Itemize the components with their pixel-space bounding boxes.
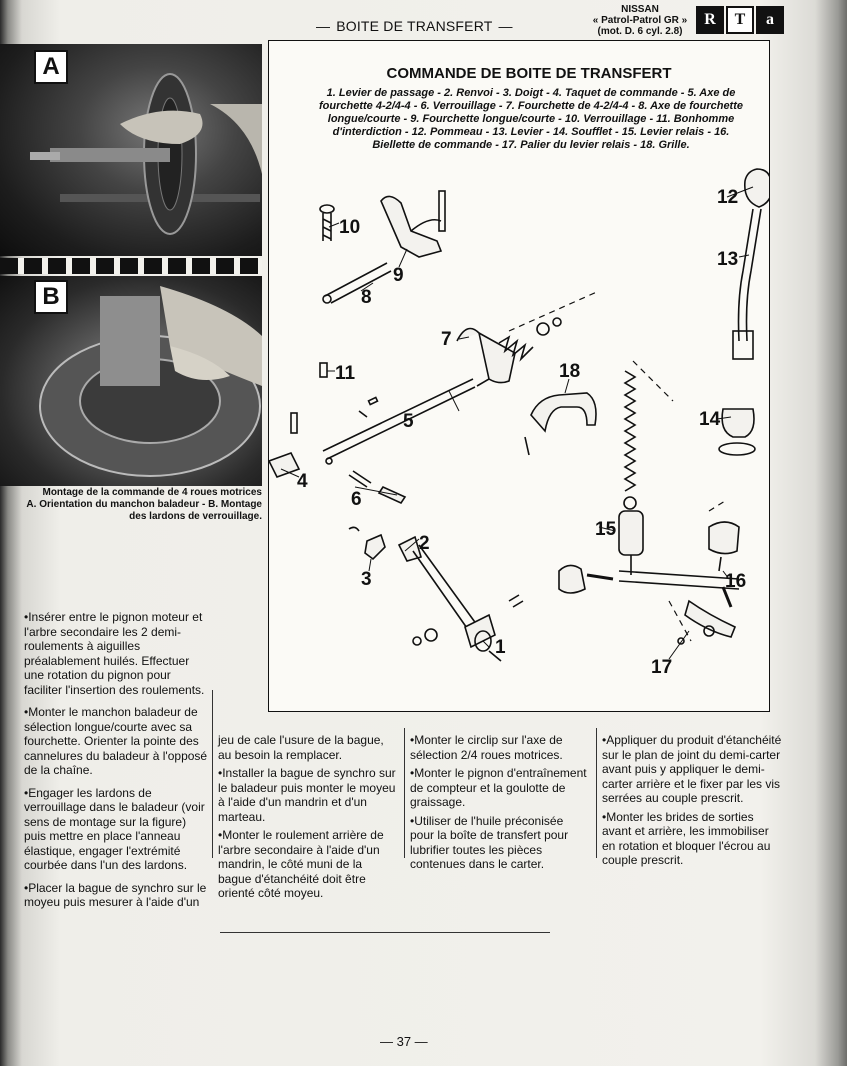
part-12-knob (745, 169, 769, 207)
column-rule (212, 690, 213, 858)
photo-label-a: A (34, 50, 68, 84)
left-paragraph-2-text: • Monter le manchon baladeur de sélection longue/courte avec sa fourchette. Orienter la pointe des cannelures du baladeur à l'opposé de la chaîne. (24, 705, 207, 777)
col4-paragraph-2-text: • Monter les brides de sorties avant et arrière, les immobiliser en rotation et bloquer l'écrou au couple prescrit. (602, 810, 770, 868)
part-11-plunger (320, 363, 327, 377)
left-paragraph-4 (24, 881, 210, 910)
part-9-fork (381, 191, 445, 257)
col2-paragraph-2-text: • Installer la bague de synchro sur le baladeur puis monter le moyeu à l'aide d'un mandrin et d'un marteau. (218, 766, 396, 824)
part-14-boot (719, 409, 755, 455)
rta-logo (696, 6, 784, 34)
logo-letter-r: R (696, 6, 724, 34)
callout-13: 13 (717, 249, 739, 270)
part-13-lever (733, 209, 761, 359)
left-paragraph-3-text: • Engager les lardons de verrouillage dans le baladeur (voir sens de montage sur la figure) puis mettre en place l'anneau élastique, engager l'extrémité courbée dans l'un des lardons. (24, 786, 205, 873)
left-paragraph-1-text: • Insérer entre le pignon moteur et l'arbre secondaire les 2 demi-roulements à aiguilles préalablement huilés. Effectuer une rotation du pignon pour faciliter l'insertion des roulements. (24, 610, 204, 697)
callout-16: 16 (725, 571, 747, 592)
diagram-title: COMMANDE DE BOITE DE TRANSFERT (386, 65, 672, 82)
exploded-view-diagram (269, 41, 769, 711)
diagram-box (268, 40, 770, 712)
callout-6: 6 (351, 489, 362, 510)
col3-paragraph-1-text: • Monter le circlip sur l'axe de sélection 2/4 roues motrices. (410, 733, 563, 762)
logo-letter-a: a (756, 6, 784, 34)
callout-9: 9 (393, 265, 404, 286)
callout-leaders (281, 187, 753, 659)
col3-paragraph-2-text: • Monter le pignon d'entraînement de compteur et la goulotte de graissage. (410, 766, 587, 809)
left-paragraph-1 (24, 610, 210, 697)
column-rule (404, 728, 405, 858)
logo-letter-t: T (726, 6, 754, 34)
part-7-fork (457, 318, 561, 386)
callout-1: 1 (495, 637, 506, 658)
left-paragraph-2 (24, 705, 210, 778)
col3-paragraph-1 (410, 733, 588, 762)
page-number: — 37 — (380, 1034, 428, 1049)
part-10-lock (320, 205, 334, 241)
callout-14: 14 (699, 409, 721, 430)
spring-column (624, 371, 636, 509)
photo-caption-line2: A. Orientation du manchon baladeur - B. Montage (26, 499, 262, 510)
bottom-rule (220, 932, 550, 933)
callout-17: 17 (651, 657, 673, 678)
callout-8: 8 (361, 287, 372, 308)
brand-line3: (mot. D. 6 cyl. 2.8) (597, 26, 683, 37)
dashed-guides (509, 291, 725, 641)
callout-3: 3 (361, 569, 372, 590)
photo-caption-line3: des lardons de verrouillage. (129, 511, 262, 522)
part-16-link (709, 522, 739, 607)
col2-paragraph-2 (218, 766, 396, 824)
brand-line2: « Patrol-Patrol GR » (592, 15, 688, 26)
text-column-3 (410, 733, 588, 876)
part-15-relay-lever (559, 511, 739, 593)
part-18-gate (525, 393, 596, 455)
col4-paragraph-1 (602, 733, 782, 806)
part-6-lock (326, 458, 405, 503)
callout-5: 5 (403, 411, 414, 432)
col2-paragraph-3 (218, 828, 396, 901)
brand-line1: NISSAN (621, 4, 659, 15)
left-paragraph-3 (24, 786, 210, 873)
brand-block (590, 4, 690, 37)
callout-11: 11 (335, 363, 356, 384)
col4-paragraph-1-text: • Appliquer du produit d'étanchéité sur le plan de joint du demi-carter avant puis y appliquer le demi-carter arrière et le fixer par les vis serrées au couple prescrit. (602, 733, 781, 805)
part-3-finger (349, 527, 385, 559)
col3-paragraph-3-text: • Utiliser de l'huile préconisée pour la boîte de transfert pour lubrifier toutes les pièces contenues dans le carter. (410, 814, 568, 872)
text-column-left (24, 610, 210, 918)
callout-4: 4 (297, 471, 308, 492)
diagram-legend: 1. Levier de passage - 2. Renvoi - 3. Doigt - 4. Taquet de commande - 5. Axe de fourchette 4-2/4-4 - 6. Verrouillage - 7. Fourchette de 4-2/4-4 - 8. Axe de fourchette longue/courte - 9. Fourchette longue/courte - 10. Verrouillage - 11. Bonhomme d'interdiction - 12. Pommeau - 13. Levier - 14. Soufflet - 15. Levier relais - 16. Biellette de commande - 17. Palier du levier relais - 18. Grille. (318, 87, 743, 151)
part-8-shaft (323, 263, 391, 303)
photo-caption (22, 487, 262, 523)
callout-12: 12 (717, 187, 739, 208)
photo-caption-line1: Montage de la commande de 4 roues motrices (42, 487, 262, 498)
callout-15: 15 (595, 519, 617, 540)
part-17-bearing (678, 601, 735, 644)
left-paragraph-4-text: • Placer la bague de synchro sur le moyeu puis mesurer à l'aide d'un (24, 881, 206, 910)
callout-10: 10 (339, 217, 361, 238)
part-5-shaft (323, 379, 475, 459)
part-4-block (269, 413, 299, 477)
callout-7: 7 (441, 329, 452, 350)
col4-paragraph-2 (602, 810, 782, 868)
col2-paragraph-3-text: • Monter le roulement arrière de l'arbre secondaire à l'aide d'un mandrin, le côté muni de la bague d'étanchéité doit être orienté côté moyeu. (218, 828, 384, 900)
callout-18: 18 (559, 361, 581, 382)
photo-label-b: B (34, 280, 68, 314)
col3-paragraph-2 (410, 766, 588, 810)
text-column-4 (602, 733, 782, 872)
col3-paragraph-3 (410, 814, 588, 872)
text-column-2 (218, 733, 396, 905)
column-rule (596, 728, 597, 858)
part-2-relay (399, 537, 495, 651)
col2-paragraph-1: jeu de cale l'usure de la bague, au besoin la remplacer. (218, 733, 384, 762)
photo-separator (0, 258, 262, 274)
section-title: — BOITE DE TRANSFERT — (316, 18, 513, 34)
callout-2: 2 (419, 533, 430, 554)
